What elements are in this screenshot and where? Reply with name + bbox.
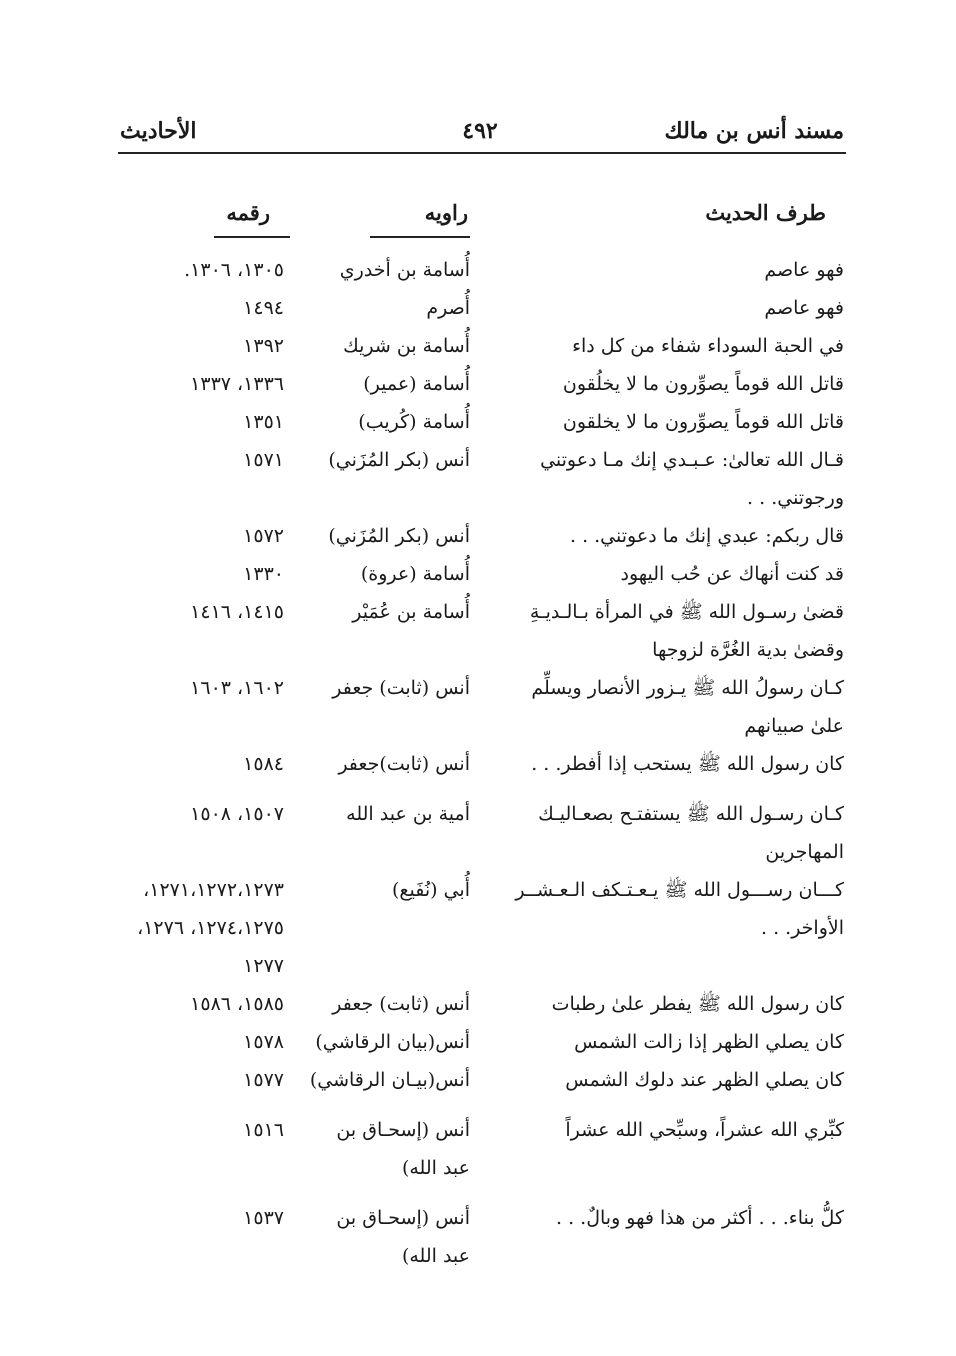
narrator-text: أُسامة بن عُمَيْر <box>352 601 470 623</box>
hadith-text: ورجوتني. . . <box>747 487 844 509</box>
narrator-text: أمية بن عبد الله <box>346 803 470 825</box>
reference-numbers: ١٤٩٤ <box>243 297 284 319</box>
entry-line <box>0 441 956 479</box>
narrator-text: أنس (إسحـاق بن <box>336 1207 470 1229</box>
hadith-text: المهاجرين <box>765 841 844 863</box>
hadith-text: فهو عاصم <box>764 297 844 319</box>
hadith-text: الأواخر. . . <box>761 917 844 939</box>
index-entry <box>0 985 956 1023</box>
entry-line <box>0 1199 956 1237</box>
entry-line <box>0 745 956 783</box>
reference-numbers: ١٦٠٢، ١٦٠٣ <box>190 677 284 699</box>
index-entry <box>0 251 956 289</box>
reference-numbers: ١٢٧٧ <box>243 955 284 977</box>
narrator-text: أنس (ثابت) جعفر <box>332 993 470 1015</box>
reference-numbers: ١٥٨٥، ١٥٨٦ <box>190 993 284 1015</box>
entry-spacer <box>0 1187 956 1199</box>
entry-line <box>0 403 956 441</box>
narrator-text: أنس (بكر المُزَني) <box>328 525 470 547</box>
column-header-raqm: رقمه <box>226 200 270 225</box>
index-entry <box>0 669 956 745</box>
running-header <box>120 118 844 152</box>
section-title: الأحاديث <box>120 118 197 144</box>
hadith-text: كلُّ بناء. . . أكثر من هذا فهو وبالٌ. . . <box>556 1207 844 1229</box>
hadith-text: قاتل الله قوماً يصوِّرون ما لا يخلقون <box>562 411 844 433</box>
hadith-text: علىٰ صبيانهم <box>744 715 844 737</box>
hadith-text: كـان رسـول الله ﷺ يستفتـح بصعـاليـك <box>538 803 844 825</box>
entry-line <box>0 985 956 1023</box>
narrator-text: أُسامة (عروة) <box>360 563 470 585</box>
reference-numbers: ١٣٥١ <box>243 411 284 433</box>
narrator-text: أُسامة (عمير) <box>363 373 470 395</box>
reference-numbers: ١٣٠٥، ١٣٠٦. <box>184 259 284 281</box>
reference-numbers: ١٣٩٢ <box>243 335 284 357</box>
reference-numbers: ١٥٣٧ <box>243 1207 284 1229</box>
narrator-text: أُبي (نُفَيع) <box>391 879 470 901</box>
narrator-text: أنس (إسحـاق بن <box>336 1119 470 1141</box>
entry-line <box>0 1111 956 1149</box>
index-entry <box>0 441 956 517</box>
entry-line <box>0 833 956 871</box>
entry-spacer <box>0 1099 956 1111</box>
entry-line <box>0 555 956 593</box>
narrator-text: أنس (بكر المُزَني) <box>328 449 470 471</box>
reference-numbers: ١٥٠٧، ١٥٠٨ <box>190 803 284 825</box>
entry-line <box>0 1149 956 1187</box>
entry-line <box>0 1061 956 1099</box>
hadith-text: قضىٰ رسـول الله ﷺ في المرأة بـالـديـةِ <box>529 601 844 623</box>
entry-spacer <box>0 783 956 795</box>
entry-line <box>0 1237 956 1275</box>
hadith-text: وقضىٰ بدية الغُرَّة لزوجها <box>652 639 844 661</box>
reference-numbers: ١٥٨٤ <box>243 753 284 775</box>
index-entry <box>0 871 956 985</box>
index-entry <box>0 1023 956 1061</box>
entry-line <box>0 947 956 985</box>
hadith-text: كـان رسولُ الله ﷺ يـزور الأنصار ويسلِّم <box>531 677 844 699</box>
entry-line <box>0 251 956 289</box>
narrator-text: أُسامة بن أخدري <box>339 259 470 281</box>
reference-numbers: ١٢٧٤،١٢٧٥، ١٢٧٦، <box>137 917 284 939</box>
reference-numbers: ١٥٧٨ <box>243 1031 284 1053</box>
column-underline-rawi <box>370 236 470 238</box>
hadith-text: كان يصلي الظهر إذا زالت الشمس <box>574 1031 844 1053</box>
reference-numbers: ١٣٣٠ <box>243 563 284 585</box>
entry-line <box>0 365 956 403</box>
column-header-rawi: راويه <box>424 200 468 225</box>
narrator-text: أُسامة بن شريك <box>343 335 470 357</box>
narrator-text: عبد الله) <box>401 1245 470 1267</box>
entry-line <box>0 707 956 745</box>
entry-line <box>0 871 956 909</box>
entry-line <box>0 593 956 631</box>
reference-numbers: ١٥٧٢ <box>243 525 284 547</box>
index-entry <box>0 327 956 365</box>
hadith-text: فهو عاصم <box>764 259 844 281</box>
index-entry <box>0 593 956 669</box>
hadith-text: كبِّري الله عشراً، وسبِّحي الله عشراً <box>565 1119 844 1141</box>
reference-numbers: ١٤١٥، ١٤١٦ <box>190 601 284 623</box>
hadith-text: قـال الله تعالىٰ: عـبـدي إنك مـا دعوتني <box>540 449 844 471</box>
index-entry <box>0 795 956 871</box>
narrator-text: أُسامة (كُريب) <box>358 411 470 433</box>
column-underline-raqm <box>214 236 290 238</box>
index-entry <box>0 745 956 783</box>
entry-line <box>0 669 956 707</box>
hadith-text: كان يصلي الظهر عند دلوك الشمس <box>565 1069 844 1091</box>
index-entry <box>0 555 956 593</box>
index-entry <box>0 403 956 441</box>
index-entry <box>0 1061 956 1099</box>
index-entries <box>0 251 956 1275</box>
narrator-text: أنس(بيـان الرقاشي) <box>309 1069 470 1091</box>
narrator-text: أنس(بيان الرقاشي) <box>315 1031 470 1053</box>
entry-line <box>0 517 956 555</box>
reference-numbers: ١٥١٦ <box>243 1119 284 1141</box>
index-entry <box>0 365 956 403</box>
hadith-text: قاتل الله قوماً يصوِّرون ما لا يخلُقون <box>562 373 844 395</box>
index-entry <box>0 1199 956 1275</box>
entry-line <box>0 479 956 517</box>
book-title: مسند أنس بن مالك <box>664 118 844 144</box>
entry-line <box>0 631 956 669</box>
header-divider <box>118 152 846 154</box>
reference-numbers: ١٣٣٦، ١٣٣٧ <box>190 373 284 395</box>
column-header-hadith: طرف الحديث <box>705 200 826 225</box>
entry-line <box>0 1023 956 1061</box>
hadith-text: في الحبة السوداء شفاء من كل داء <box>572 335 844 357</box>
page-number: ٤٩٢ <box>462 118 498 144</box>
hadith-text: قد كنت أنهاك عن حُب اليهود <box>620 563 844 585</box>
narrator-text: أنس (ثابت)جعفر <box>338 753 470 775</box>
index-entry <box>0 1111 956 1187</box>
reference-numbers: ١٥٧٧ <box>243 1069 284 1091</box>
hadith-text: كـــان رســـول الله ﷺ يـعـتـكف الـعـشــر <box>515 879 844 901</box>
hadith-text: كان رسول الله ﷺ يستحب إذا أفطر. . . <box>531 753 844 775</box>
reference-numbers: ١٥٧١ <box>243 449 284 471</box>
narrator-text: أُصرم <box>426 297 470 319</box>
index-entry <box>0 517 956 555</box>
hadith-text: قال ربكم: عبدي إنك ما دعوتني. . . <box>569 525 844 547</box>
index-entry <box>0 289 956 327</box>
hadith-text: كان رسول الله ﷺ يفطر علىٰ رطبات <box>551 993 844 1015</box>
narrator-text: عبد الله) <box>401 1157 470 1179</box>
reference-numbers: ١٢٧١،١٢٧٢،١٢٧٣، <box>143 879 284 901</box>
entry-line <box>0 327 956 365</box>
entry-line <box>0 909 956 947</box>
entry-line <box>0 795 956 833</box>
entry-line <box>0 289 956 327</box>
narrator-text: أنس (ثابت) جعفر <box>332 677 470 699</box>
